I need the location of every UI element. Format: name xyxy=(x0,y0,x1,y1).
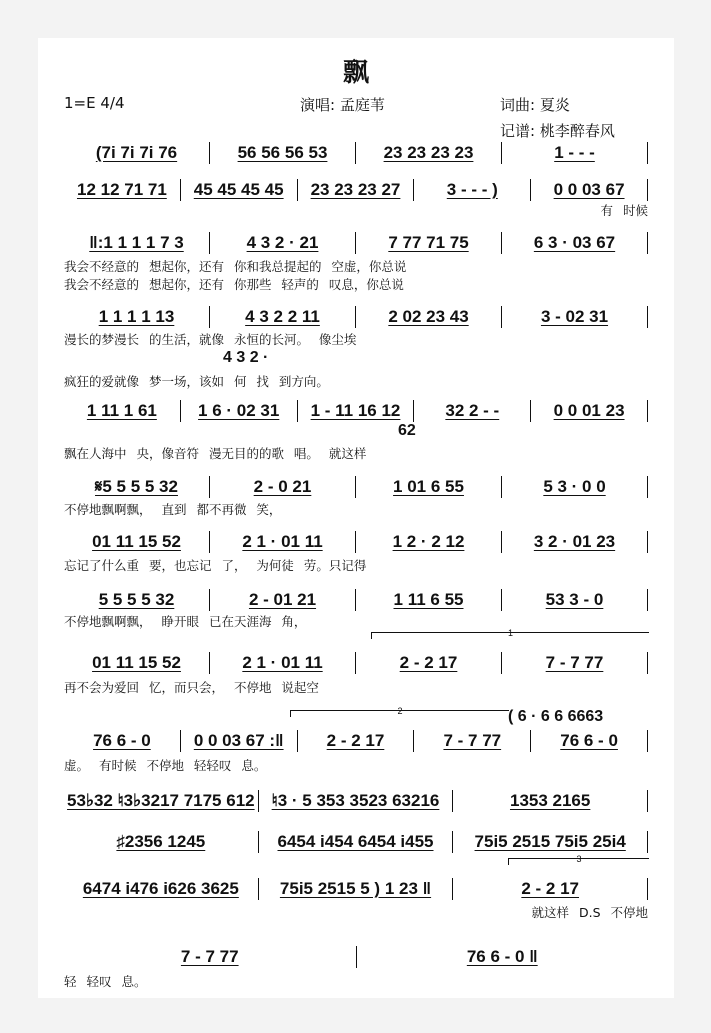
measure: 1 01 6 55 xyxy=(356,476,502,498)
staff-system xyxy=(64,400,648,422)
staff-system xyxy=(64,531,648,553)
measure: ‖:1 1 1 1 7 3 xyxy=(64,232,210,254)
alternate-notes: ( 6 · 6 6 6663 xyxy=(508,708,604,725)
measure: 7 - 7 77 xyxy=(502,652,648,674)
measure: 1 2 · 2 12 xyxy=(356,531,502,553)
measure: 2 1 · 01 11 xyxy=(210,531,356,553)
measure: 5 5 5 5 32 xyxy=(64,589,210,611)
measure: 1353 2165 xyxy=(453,790,648,812)
lyrics-line: 忘记了什么重 要，也忘记 了， 为何徒 劳。只记得 xyxy=(64,558,367,573)
measure: 2 - 2 17 xyxy=(453,878,648,900)
transcriber: 记谱: 桃李醉春风 xyxy=(500,122,615,140)
lyrics-line: 疯狂的爱就像 梦一场，该如 何 找 到方向。 xyxy=(64,374,329,389)
lyrics-line: 轻 轻叹 息。 xyxy=(64,974,147,989)
lyrics-line: 飘在人海中 央，像音符 漫无目的的歌 唱。 就这样 xyxy=(64,446,367,461)
measure: 6474 i476 i626 3625 xyxy=(64,878,259,900)
measure: 7 - 7 77 xyxy=(64,946,357,968)
lyrics-line: 不停地飘啊飘， 直到 都不再微 笑， xyxy=(64,502,282,517)
measure: 2 - 0 21 xyxy=(210,476,356,498)
lyrics-line: 我会不经意的 想起你，还有 你和我总提起的 空虚，你总说 xyxy=(64,259,407,274)
measure: 23 23 23 27 xyxy=(298,179,415,201)
measure: 0 0 03 67 :‖ xyxy=(181,730,298,752)
measure: 53 3 - 0 xyxy=(502,589,648,611)
lyrics-line: 漫长的梦漫长 的生活，就像 永恒的长河。 像尘埃 xyxy=(64,332,357,347)
staff-system xyxy=(64,476,648,498)
staff-system xyxy=(64,946,648,968)
measure: 4 3 2 · 21 xyxy=(210,232,356,254)
measure: 76 6 - 0 xyxy=(531,730,648,752)
measure: 6454 i454 6454 i455 xyxy=(259,831,454,853)
volta-bracket: 1 xyxy=(371,632,649,639)
score-page xyxy=(38,38,674,998)
measure: 3 2 · 01 23 xyxy=(502,531,648,553)
volta-bracket: 3 xyxy=(508,858,649,865)
lyrics-line: 有 时候 xyxy=(600,203,648,218)
measure: 01 11 15 52 xyxy=(64,531,210,553)
measure: 1 11 1 61 xyxy=(64,400,181,422)
measure: 1 - - - xyxy=(502,142,648,164)
staff-system xyxy=(64,589,648,611)
measure: 1 1 1 1 13 xyxy=(64,306,210,328)
measure: (7i 7i 7i 76 xyxy=(64,142,210,164)
measure: 75i5 2515 5 ) 1 23 ‖ xyxy=(259,878,454,900)
measure: 56 56 56 53 xyxy=(210,142,356,164)
key-signature: 1=E 4/4 xyxy=(64,94,125,112)
measure: 2 - 01 21 xyxy=(210,589,356,611)
measure: 7 77 71 75 xyxy=(356,232,502,254)
staff-system xyxy=(64,306,648,328)
measure: 1 6 · 02 31 xyxy=(181,400,298,422)
lyrics-line: 再不会为爱回 忆，而只会， 不停地 说起空 xyxy=(64,680,319,695)
lyrics-line: 不停地飘啊飘， 睁开眼 已在天涯海 角， xyxy=(64,614,307,629)
measure: 4 3 2 2 11 xyxy=(210,306,356,328)
staff-system xyxy=(64,652,648,674)
staff-system xyxy=(64,179,648,201)
lyrics-line: 我会不经意的 想起你，还有 你那些 轻声的 叹息，你总说 xyxy=(64,277,404,292)
measure: ♯2356 1245 xyxy=(64,831,259,853)
staff-system xyxy=(64,232,648,254)
staff-system xyxy=(64,790,648,812)
measure: 1 - 11 16 12 xyxy=(298,400,415,422)
measure: 3 - - - ) xyxy=(414,179,531,201)
lyrics-line: 就这样 D.S 不停地 xyxy=(531,905,648,920)
measure: 76 6 - 0 xyxy=(64,730,181,752)
measure: 5 3 · 0 0 xyxy=(502,476,648,498)
measure: 2 02 23 43 xyxy=(356,306,502,328)
staff-system xyxy=(64,831,648,853)
measure: 𝄋5 5 5 5 32 xyxy=(64,476,210,498)
measure: 3 - 02 31 xyxy=(502,306,648,328)
composer: 词曲: 夏炎 xyxy=(500,96,570,114)
staff-system xyxy=(64,142,648,164)
measure: 6 3 · 03 67 xyxy=(502,232,648,254)
measure: 0 0 03 67 xyxy=(531,179,648,201)
measure: ♮3 · 5 353 3523 63216 xyxy=(259,790,454,812)
measure: 2 - 2 17 xyxy=(298,730,415,752)
measure: 23 23 23 23 xyxy=(356,142,502,164)
measure: 0 0 01 23 xyxy=(531,400,648,422)
measure: 7 - 7 77 xyxy=(414,730,531,752)
measure: 75i5 2515 75i5 25i4 xyxy=(453,831,648,853)
measure: 01 11 15 52 xyxy=(64,652,210,674)
staff-system xyxy=(64,878,648,900)
measure: 76 6 - 0 ‖ xyxy=(466,947,538,966)
measure: 53♭32 ♮3♭3217 7175 612 xyxy=(64,790,259,812)
measure: 1 11 6 55 xyxy=(356,589,502,611)
measure: 12 12 71 71 xyxy=(64,179,181,201)
measure: 32 2 - - xyxy=(414,400,531,422)
song-title: 飘 xyxy=(342,58,369,88)
singer: 演唱: 孟庭苇 xyxy=(300,96,385,114)
measure: 2 1 · 01 11 xyxy=(210,652,356,674)
lyrics-line: 虚。 有时候 不停地 轻轻叹 息。 xyxy=(64,758,267,773)
staff-system xyxy=(64,730,648,752)
alternate-notes: 4 3 2 · xyxy=(223,349,269,366)
measure: 45 45 45 45 xyxy=(181,179,298,201)
volta-bracket: 2 xyxy=(290,710,509,717)
alternate-notes: 62 xyxy=(398,422,416,439)
measure: 2 - 2 17 xyxy=(356,652,502,674)
